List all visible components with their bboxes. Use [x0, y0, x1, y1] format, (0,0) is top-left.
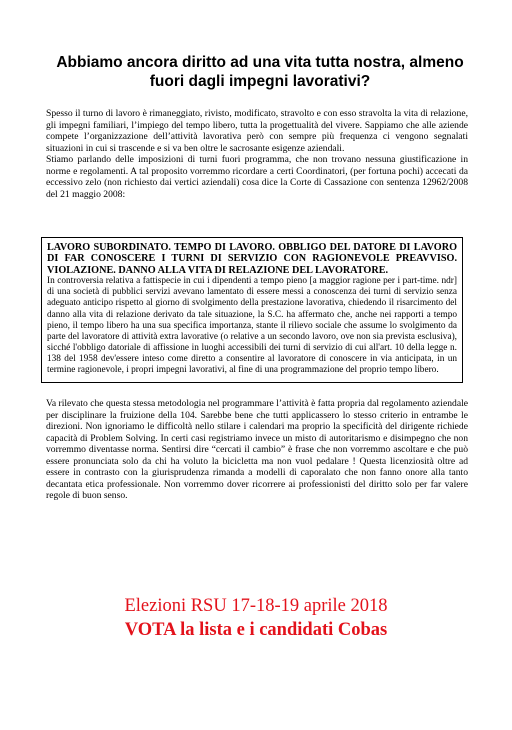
- court-ruling-box: [41, 237, 463, 383]
- document-title: Abbiamo ancora diritto ad una vita tutta nostra, almeno fuori dagli impegni lavorativi?: [56, 54, 464, 90]
- vote-banner: VOTA la lista e i candidati Cobas: [124, 620, 388, 640]
- ruling-heading: LAVORO SUBORDINATO. TEMPO DI LAVORO. OBBLIGO DEL DATORE DI LAVORO DI FAR CONOSCERE I TURNI DI SERVIZIO CON RAGIONEVOLE PREAVVISO. VIOLAZIONE. DANNO ALLA VITA DI RELAZIONE DEL LAVORATORE.: [47, 242, 457, 276]
- closing-paragraph: Va rilevato che questa stessa metodologia nel programmare l’attività è fatta propria dal regolamento aziendale per disciplinare la fruizione della 104. Sarebbe bene che tutti applicassero lo stesso criterio in entrambe le direzioni. Non ignoriamo le difficoltà nello stilare i calendari ma proprio la specificità del dirigente richiede capacità di Problem Solving. In certi casi registriamo invece un misto di autoritarismo e disimpegno che non vorremmo diventasse norma. Sentirsi dire “cercati il cambio” è frase che non vorremmo ascoltare e che può essere pronunciata solo da chi ha voluto la bicicletta ma non vuol pedalare ! Questa licenziosità oltre ad essere in contrasto con la giurisprudenza rimanda a modelli di caporalato che non fanno onore alla tanto decantata etica professionale. Non vorremmo dover ricorrere ai professionisti del diritto solo per far valere regole di buon senso.: [46, 398, 468, 501]
- intro-paragraph-1: Spesso il turno di lavoro è rimaneggiato, rivisto, modificato, stravolto e con esso stravolta la vita di relazione, gli impegni familiari, l’impiego del tempo libero, tutta la progettualità del vivere. Sappiamo che alle aziende compete l’organizzazione dell’attività lavorativa però con sempre più frequenza ci vengono segnalati situazioni in cui si trascende e si va ben oltre le sacrosante esigenze aziendali.: [46, 108, 468, 154]
- intro-section: [46, 108, 468, 200]
- intro-paragraph-2: Stiamo parlando delle imposizioni di turni fuori programma, che non trovano nessuna giustificazione in norme e regolamenti. A tal proposito vorremmo ricordare a certi Coordinatori, (per fortuna pochi) accecati da eccessivo zelo (non richiesto dai vertici aziendali) cosa dice la Corte di Cassazione con sentenza 12962/2008 del 21 maggio 2008:: [46, 154, 468, 200]
- election-banner: Elezioni RSU 17-18-19 aprile 2018: [124, 596, 388, 616]
- ruling-text: In controversia relativa a fattispecie in cui i dipendenti a tempo pieno [a maggior ragione per i part-time. ndr] di una società di pubblici servizi avevano lamentato di essere messi a conoscenza dei turni di servizio senza adeguato anticipo rispetto al giorno di svolgimento della prestazione lavorativa, chiedendo il risarcimento del danno alla vita di relazione derivato da tale situazione, la S.C. ha affermato che, anche nei rapporti a tempo pieno, il tempo libero ha una sua specifica importanza, stante il rilievo sociale che assume lo svolgimento da parte del lavoratore di attività extra lavorative (o relative a un secondo lavoro, ove non sia prevista esclusiva), sicché l'obbligo datoriale di affissione in luoghi accessibili dei turni di servizio di cui all'art. 10 della legge n. 138 del 1958 dev'essere inteso come diretto a consentire al lavoratore di conoscere in via anticipata, in un termine ragionevole, i propri impegni lavorativi, al fine di una programmazione del proprio tempo libero.: [47, 276, 457, 375]
